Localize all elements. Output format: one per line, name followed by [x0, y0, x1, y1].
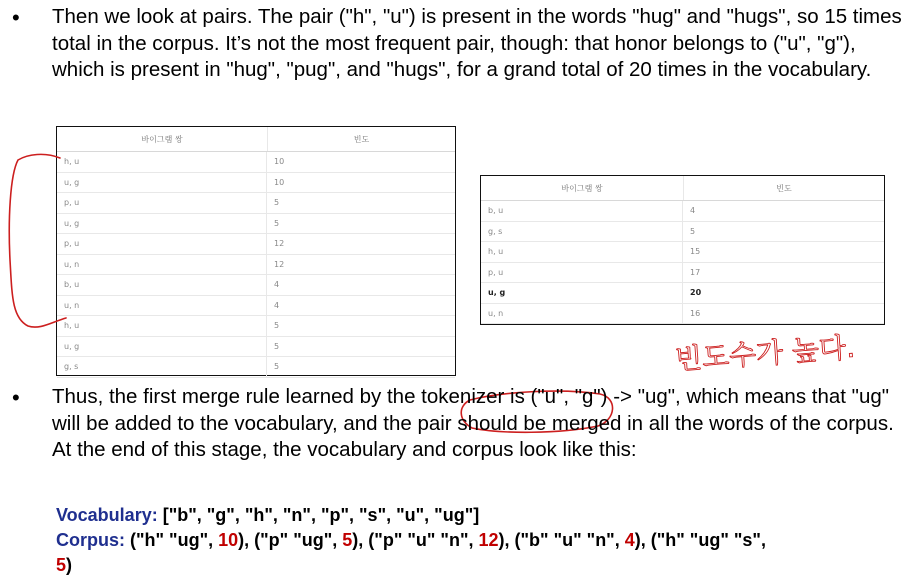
header-pair: 바이그램 쌍 [481, 176, 684, 200]
corpus-tokens: ("h" "ug", [125, 530, 219, 550]
pair-cell: b, u [57, 275, 267, 295]
vocabulary-value: ["b", "g", "h", "n", "p", "s", "u", "ug"] [157, 505, 480, 525]
corpus-tokens: ("b" "u" "n", [514, 530, 625, 550]
bullet-1: • [12, 5, 20, 30]
bigram-table-2 [480, 175, 885, 325]
freq-cell: 4 [274, 300, 280, 310]
corpus-separator: ), [634, 530, 651, 550]
corpus-count: 5 [56, 555, 67, 575]
freq-cell: 5 [274, 341, 280, 351]
pair-cell: g, s [481, 222, 683, 242]
pair-cell: u, g [57, 337, 267, 357]
table-row [57, 357, 455, 378]
corpus-tokens: ("p" "u" "n", [368, 530, 479, 550]
freq-cell: 4 [274, 280, 280, 290]
table-row [481, 242, 884, 263]
table-row [57, 337, 455, 358]
table-header [481, 176, 884, 201]
table-row [481, 263, 884, 284]
pair-cell: u, n [57, 296, 267, 316]
corpus-separator: ), [238, 530, 255, 550]
pair-cell: p, u [481, 263, 683, 283]
table-body [57, 152, 455, 378]
pair-cell: u, n [57, 255, 267, 275]
pair-cell: h, u [57, 152, 267, 172]
corpus-count: 10 [218, 530, 239, 550]
corpus-items [125, 530, 766, 550]
corpus-count: 12 [478, 530, 499, 550]
table-row [57, 193, 455, 214]
freq-cell: 17 [690, 267, 701, 277]
corpus-label: Corpus: [56, 530, 125, 550]
corpus-line [56, 528, 766, 552]
pair-cell: b, u [481, 201, 683, 221]
bullet-2: • [12, 385, 20, 410]
freq-cell: 10 [274, 177, 285, 187]
table-row [481, 283, 884, 304]
paragraph-merge-rule: Thus, the first merge rule learned by the tokenizer is ("u", "g") -> "ug", which means that "ug" will be added to the vocabulary, and the pair should be merged in all the words of the corpus. At the end of this stage, the vocabulary and corpus look like this: [52, 385, 894, 461]
table-row [57, 275, 455, 296]
corpus-count: 5 [342, 530, 353, 550]
freq-cell: 5 [274, 362, 280, 372]
paragraph-pairs: Then we look at pairs. The pair ("h", "u") is present in the words "hug" and "hugs", so 15 times total in the corpus. It’s not the most frequent pair, though: that honor belongs to ("u", "g"), which is present in "hug", "pug", and "hugs", for a grand total of 20 times in the vocabulary. [52, 5, 902, 81]
pair-cell: g, s [57, 357, 267, 377]
handwritten-note: 빈도수가 높다. [673, 330, 856, 377]
corpus-line-2 [56, 553, 72, 577]
corpus-count: 4 [624, 530, 635, 550]
freq-cell: 5 [274, 218, 280, 228]
header-pair: 바이그램 쌍 [57, 127, 268, 151]
freq-cell: 5 [690, 226, 696, 236]
pair-cell: h, u [481, 242, 683, 262]
pair-cell: p, u [57, 193, 267, 213]
freq-cell: 5 [274, 198, 280, 208]
corpus-end: ) [66, 555, 73, 575]
corpus-separator: ), [498, 530, 515, 550]
freq-cell: 12 [274, 259, 285, 269]
corpus-tokens: ("p" "ug", [254, 530, 343, 550]
table-row [481, 304, 884, 325]
table-header [57, 127, 455, 152]
vocabulary-label: Vocabulary: [56, 505, 158, 525]
pair-cell: u, g [57, 173, 267, 193]
bigram-table-1 [56, 126, 456, 376]
header-freq: 빈도 [776, 183, 792, 193]
corpus-separator: ), [352, 530, 369, 550]
freq-cell: 5 [274, 321, 280, 331]
freq-cell: 4 [690, 206, 696, 216]
table-row [57, 296, 455, 317]
table-row [57, 173, 455, 194]
pair-cell: u, g [481, 283, 683, 303]
pair-cell: h, u [57, 316, 267, 336]
table-row [481, 201, 884, 222]
freq-cell: 15 [690, 247, 701, 257]
freq-cell: 10 [274, 157, 285, 167]
header-freq: 빈도 [353, 134, 370, 144]
table-row [57, 234, 455, 255]
table-row [57, 214, 455, 235]
table-row [57, 152, 455, 173]
freq-cell: 16 [690, 308, 701, 318]
freq-cell: 12 [274, 239, 285, 249]
corpus-tokens: ("h" "ug" "s", [650, 530, 766, 550]
pair-cell: p, u [57, 234, 267, 254]
table-body [481, 201, 884, 324]
table-row [57, 255, 455, 276]
table-row [57, 316, 455, 337]
freq-cell: 20 [690, 288, 702, 298]
table-row [481, 222, 884, 243]
pair-cell: u, n [481, 304, 683, 324]
pair-cell: u, g [57, 214, 267, 234]
vocabulary-line [56, 503, 479, 527]
